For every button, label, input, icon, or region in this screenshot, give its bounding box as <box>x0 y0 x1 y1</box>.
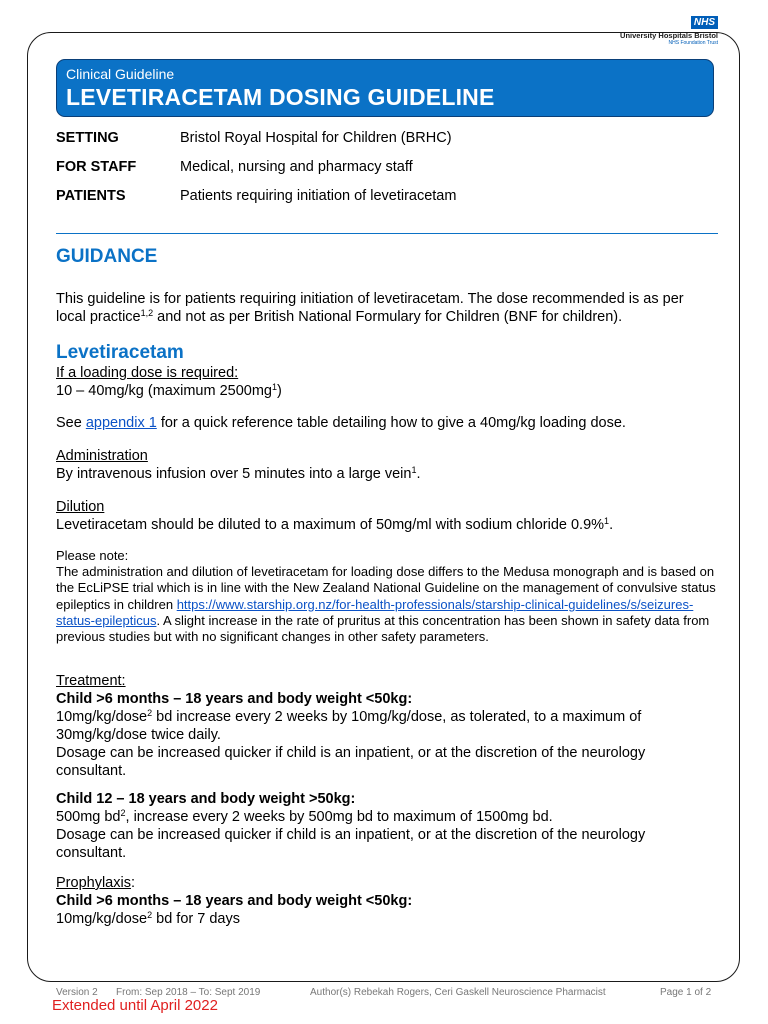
dilution-label: Dilution <box>56 499 105 515</box>
levetiracetam-heading: Levetiracetam <box>56 342 184 363</box>
group2-dose-text-end: , increase every 2 weeks by 500mg bd to maximum of 1500mg bd. <box>125 809 553 825</box>
patients-label: PATIENTS <box>56 188 126 204</box>
please-note-section <box>56 548 716 645</box>
administration-label: Administration <box>56 448 148 464</box>
setting-row <box>56 130 452 146</box>
administration-section <box>56 447 716 483</box>
group1-dose-text-end: bd increase every 2 weeks by 10mg/kg/dose, as tolerated, to a maximum of 30mg/kg/dose twice daily. <box>56 709 642 743</box>
footer-version: Version 2 <box>56 987 98 998</box>
loading-dose-value <box>56 382 716 400</box>
loading-dose-reference: 1 <box>272 382 278 392</box>
title-banner <box>56 59 714 117</box>
staff-value: Medical, nursing and pharmacy staff <box>180 159 413 175</box>
treatment-group2-note: Dosage can be increased quicker if child is an inpatient, or at the discretion of the neurology consultant. <box>56 827 646 861</box>
treatment-group2-heading: Child 12 – 18 years and body weight >50kg: <box>56 791 356 807</box>
group1-dose-reference: 2 <box>147 708 153 718</box>
prophylaxis-section <box>56 874 716 928</box>
prophylaxis-dose-text: 10mg/kg/dose <box>56 911 148 927</box>
dilution-body: Levetiracetam should be diluted to a maximum of 50mg/ml with sodium chloride 0.9% <box>56 517 605 533</box>
treatment-group2-dose <box>56 808 716 826</box>
staff-label: FOR STAFF <box>56 159 137 175</box>
administration-text <box>56 465 716 483</box>
group1-dose-text: 10mg/kg/dose <box>56 709 148 725</box>
extension-stamp: Extended until April 2022 <box>52 997 218 1014</box>
org-subtitle: NHS Foundation Trust <box>668 40 718 46</box>
prophylaxis-dose <box>56 910 716 928</box>
see-text-end: for a quick reference table detailing how to give a 40mg/kg loading dose. <box>156 415 626 431</box>
please-note-body: The administration and dilution of levetiracetam for loading dose differs to the Medusa monograph and is based on the EcLiPSE trial which is in line with the New Zealand National Guideline on the management of convulsive status epileptics in children <box>56 564 716 612</box>
loading-dose-close: ) <box>277 383 282 399</box>
document-type: Clinical Guideline <box>66 66 175 82</box>
setting-label: SETTING <box>56 130 119 146</box>
dilution-end: . <box>609 517 614 533</box>
prophylaxis-label: Prophylaxis <box>56 875 131 891</box>
administration-reference: 1 <box>411 465 417 475</box>
patients-value: Patients requiring initiation of levetiracetam <box>180 188 457 204</box>
guidance-intro <box>56 290 716 326</box>
see-text: See <box>56 415 86 431</box>
guidance-heading: GUIDANCE <box>56 246 158 267</box>
footer-author: Author(s) Rebekah Rogers, Ceri Gaskell Neuroscience Pharmacist <box>310 987 606 998</box>
treatment-label: Treatment: <box>56 673 126 689</box>
footer-page: Page 1 of 2 <box>660 987 712 998</box>
patients-row <box>56 188 456 204</box>
dilution-section <box>56 498 716 534</box>
staff-row <box>56 159 413 175</box>
please-note-body-end: . A slight increase in the rate of pruritus at this concentration has been shown in safety data from previous studies but with no significant changes in other safety parameters. <box>56 612 710 645</box>
nhs-badge: NHS <box>691 16 718 29</box>
org-name: University Hospitals Bristol <box>620 31 718 40</box>
appendix-sentence <box>56 414 716 432</box>
intro-text-end: and not as per British National Formulary for Children (BNF for children). <box>153 309 623 325</box>
footer-dates: From: Sep 2018 – To: Sept 2019 <box>116 987 261 998</box>
starship-guideline-link[interactable]: https://www.starship.org.nz/for-health-professionals/starship-clinical-guidelines/s/seizures-status-epilepticus <box>56 596 694 628</box>
prophylaxis-colon: : <box>130 875 135 891</box>
treatment-group2 <box>56 790 716 862</box>
intro-text: This guideline is for patients requiring initiation of levetiracetam. The dose recommended is as per local practice <box>56 291 684 325</box>
prophylaxis-dose-text-end: bd for 7 days <box>152 911 240 927</box>
prophylaxis-heading: Child >6 months – 18 years and body weight <50kg: <box>56 893 413 909</box>
please-note-text <box>56 564 716 645</box>
group2-dose-text: 500mg bd <box>56 809 121 825</box>
administration-end: . <box>416 466 421 482</box>
appendix-1-link[interactable]: appendix 1 <box>85 415 157 431</box>
treatment-group1-heading: Child >6 months – 18 years and body weight <50kg: <box>56 691 413 707</box>
group2-dose-reference: 2 <box>120 808 126 818</box>
intro-reference: 1,2 <box>140 308 154 318</box>
section-divider <box>56 233 718 234</box>
document-title: LEVETIRACETAM DOSING GUIDELINE <box>66 84 495 110</box>
treatment-section <box>56 672 716 780</box>
administration-body: By intravenous infusion over 5 minutes into a large vein <box>56 466 412 482</box>
prophylaxis-dose-reference: 2 <box>147 910 153 920</box>
loading-dose-section <box>56 364 716 400</box>
loading-dose-label: If a loading dose is required: <box>56 365 239 381</box>
treatment-group1-dose <box>56 708 716 744</box>
treatment-group1-note: Dosage can be increased quicker if child is an inpatient, or at the discretion of the neurology consultant. <box>56 745 646 779</box>
dilution-reference: 1 <box>604 516 610 526</box>
dilution-text <box>56 516 716 534</box>
loading-dose-text: 10 – 40mg/kg (maximum 2500mg <box>56 383 272 399</box>
please-note-label: Please note: <box>56 548 129 563</box>
prophylaxis-label-line <box>56 874 716 892</box>
setting-value: Bristol Royal Hospital for Children (BRHC) <box>180 130 452 146</box>
